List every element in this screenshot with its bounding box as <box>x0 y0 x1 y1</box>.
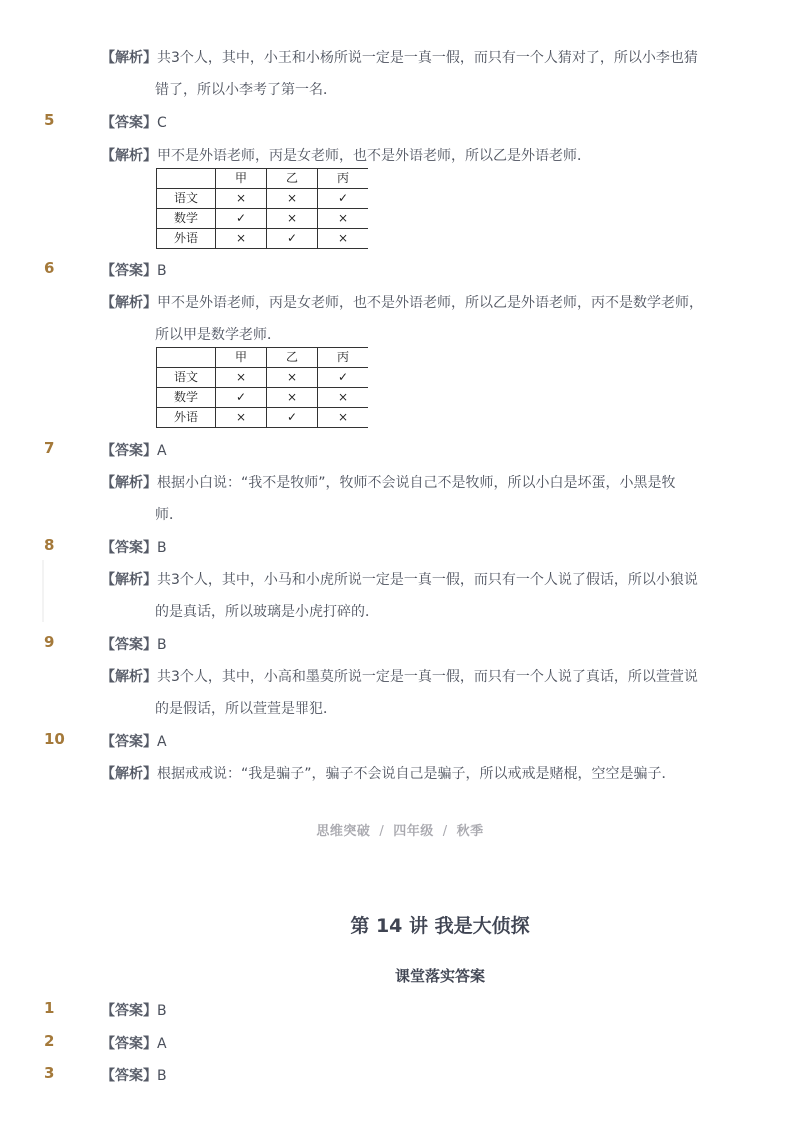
answer-label: 【答案】 <box>101 1068 157 1084</box>
footer-separator: / <box>379 824 385 839</box>
question-number: 6 <box>44 259 55 277</box>
analysis-line: 所以甲是数学老师． <box>155 327 281 343</box>
analysis-line: 的是假话，所以萱萱是罪犯． <box>155 701 337 717</box>
margin-mark <box>42 560 44 622</box>
footer-part: 秋季 <box>456 824 484 839</box>
answer-line <box>101 1065 167 1085</box>
answer-line <box>101 112 167 132</box>
table-cell: × <box>318 388 369 408</box>
section-title: 课堂落实答案 <box>394 967 485 985</box>
analysis-label: 【解析】 <box>101 572 157 588</box>
answer-value: A <box>157 443 167 459</box>
answer-value: B <box>157 1068 167 1084</box>
table-row-label: 外语 <box>157 408 216 428</box>
answer-label: 【答案】 <box>101 734 157 750</box>
analysis-line: 【解析】共3个人，其中，小王和小杨所说一定是一真一假，而只有一个人猜对了，所以小李也猜 <box>101 50 698 66</box>
table-row-label: 数学 <box>157 388 216 408</box>
table-cell: × <box>267 189 318 209</box>
table-row-label: 语文 <box>157 368 216 388</box>
footer-separator: / <box>442 824 448 839</box>
table-cell: × <box>267 388 318 408</box>
question-number: 2 <box>44 1032 55 1050</box>
analysis-line: 师． <box>155 507 183 523</box>
table-cell: × <box>216 189 267 209</box>
logic-table <box>156 168 368 249</box>
answer-value: B <box>157 1003 167 1019</box>
table-cell: × <box>318 408 369 428</box>
table-cell: × <box>318 209 369 229</box>
answer-line <box>101 1033 167 1053</box>
footer-part: 思维突破 <box>316 824 371 839</box>
table-cell: × <box>267 368 318 388</box>
question-number: 8 <box>44 536 55 554</box>
question-number: 5 <box>44 111 55 129</box>
analysis-line: 【解析】甲不是外语老师，丙是女老师，也不是外语老师，所以乙是外语老师，丙不是数学老师， <box>101 295 703 311</box>
answer-value: A <box>157 1036 167 1052</box>
table-header-cell: 甲 <box>216 348 267 368</box>
analysis-line: 【解析】共3个人，其中，小高和墨莫所说一定是一真一假，而只有一个人说了真话，所以萱萱说 <box>101 669 698 685</box>
table-cell: ✓ <box>318 189 369 209</box>
answer-line <box>101 731 167 751</box>
footer-part: 四年级 <box>393 824 434 839</box>
question-number: 3 <box>44 1064 55 1082</box>
logic-table <box>156 347 368 428</box>
question-number: 1 <box>44 999 55 1017</box>
analysis-line: 【解析】甲不是外语老师，丙是女老师，也不是外语老师，所以乙是外语老师． <box>101 148 591 164</box>
table-header-cell: 乙 <box>267 169 318 189</box>
analysis-label: 【解析】 <box>101 295 157 311</box>
answer-label: 【答案】 <box>101 540 157 556</box>
analysis-line: 错了，所以小李考了第一名． <box>155 82 337 98</box>
table-cell: ✓ <box>216 388 267 408</box>
answer-line <box>101 1000 167 1020</box>
answer-label: 【答案】 <box>101 115 157 131</box>
analysis-line: 【解析】根据戒戒说：“我是骗子”，骗子不会说自己是骗子，所以戒戒是赌棍，空空是骗子． <box>101 766 676 782</box>
answer-value: A <box>157 734 167 750</box>
table-cell: × <box>318 229 369 249</box>
answer-value: B <box>157 637 167 653</box>
analysis-label: 【解析】 <box>101 475 157 491</box>
table-cell: ✓ <box>267 408 318 428</box>
analysis-label: 【解析】 <box>101 148 157 164</box>
table-row-label: 外语 <box>157 229 216 249</box>
answer-label: 【答案】 <box>101 1003 157 1019</box>
answer-label: 【答案】 <box>101 637 157 653</box>
table-header-cell: 丙 <box>318 169 369 189</box>
analysis-label: 【解析】 <box>101 766 157 782</box>
table-cell: × <box>216 408 267 428</box>
table-cell: × <box>216 368 267 388</box>
analysis-line: 的是真话，所以玻璃是小虎打碎的． <box>155 604 379 620</box>
table-header-cell: 乙 <box>267 348 318 368</box>
answer-value: B <box>157 263 167 279</box>
table-corner-cell <box>157 348 216 368</box>
table-header-cell: 丙 <box>318 348 369 368</box>
question-number: 7 <box>44 439 55 457</box>
answer-label: 【答案】 <box>101 443 157 459</box>
table-row-label: 数学 <box>157 209 216 229</box>
page-footer <box>0 820 800 839</box>
answer-value: B <box>157 540 167 556</box>
question-number: 9 <box>44 633 55 651</box>
answer-line <box>101 537 167 557</box>
table-cell: ✓ <box>216 209 267 229</box>
answer-value: C <box>157 115 167 131</box>
answer-line <box>101 634 167 654</box>
question-number: 10 <box>44 730 65 748</box>
chapter-title: 第 14 讲 我是大侦探 <box>350 915 530 937</box>
analysis-line: 【解析】共3个人，其中，小马和小虎所说一定是一真一假，而只有一个人说了假话，所以小狼说 <box>101 572 698 588</box>
analysis-label: 【解析】 <box>101 669 157 685</box>
analysis-label: 【解析】 <box>101 50 157 66</box>
table-cell: × <box>216 229 267 249</box>
answer-label: 【答案】 <box>101 1036 157 1052</box>
table-header-cell: 甲 <box>216 169 267 189</box>
table-cell: × <box>267 209 318 229</box>
analysis-line: 【解析】根据小白说：“我不是牧师”，牧师不会说自己不是牧师，所以小白是坏蛋，小黑是牧 <box>101 475 676 491</box>
table-cell: ✓ <box>267 229 318 249</box>
table-cell: ✓ <box>318 368 369 388</box>
answer-label: 【答案】 <box>101 263 157 279</box>
answer-line <box>101 440 167 460</box>
answer-line <box>101 260 167 280</box>
table-row-label: 语文 <box>157 189 216 209</box>
table-corner-cell <box>157 169 216 189</box>
